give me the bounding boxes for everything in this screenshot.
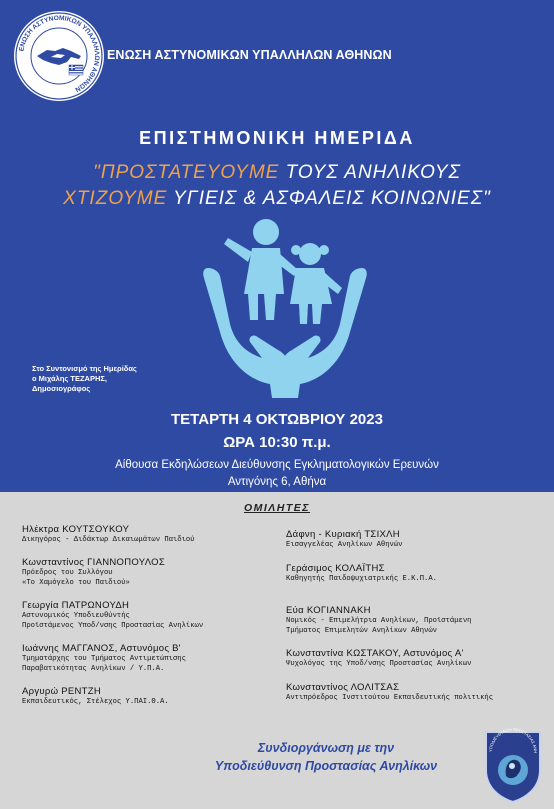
event-time: ΩΡΑ 10:30 π.μ. xyxy=(223,434,331,451)
hands-protecting-children-icon xyxy=(200,212,370,402)
speaker-name: Δάφνη - Κυριακή ΤΣΙΧΛΗ xyxy=(286,529,400,540)
police-unit-badge-icon xyxy=(482,726,544,804)
speaker-right-1 xyxy=(286,529,402,551)
speaker-left-3 xyxy=(22,600,203,631)
greek-flag-icon xyxy=(69,65,83,75)
badge-text: ΥΠΟΔΙΕΥΘΥΝΣΗ ΠΡΟΣΤΑΣΙΑΣ ΑΝΗ xyxy=(487,726,539,754)
speaker-role: Εισαγγελέας Ανηλίκων Αθηνών xyxy=(286,541,403,549)
title-highlight-2: ΧΤΙΖΟΥΜΕ xyxy=(63,188,168,209)
coordinator-line-2: ο Μιχάλης ΤΕΖΑΡΗΣ, xyxy=(32,374,107,383)
speaker-role-2: «Το Χαμόγελο του Παιδιού» xyxy=(22,578,130,587)
speaker-left-1 xyxy=(22,524,195,546)
union-name: ΕΝΩΣΗ ΑΣΤΥΝΟΜΙΚΩΝ ΥΠΑΛΛΗΛΩΝ ΑΘΗΝΩΝ xyxy=(107,48,392,62)
speaker-role: Δικηγόρος - Διδάκτωρ Δικαιωμάτων Παιδιού xyxy=(22,536,195,544)
speaker-role: Ψυχολόγος της Υποδ/νσης Προστασίας Ανηλίκων xyxy=(286,660,472,668)
speaker-role-2: Παραβατικότητας Ανηλίκων / Υ.Π.Α. xyxy=(22,664,165,673)
coordinator-note xyxy=(32,364,137,394)
speaker-name: Αργυρώ ΡΕΝΤΖΗ xyxy=(22,686,102,697)
logo-ring-text: ΕΝΩΣΗ ΑΣΤΥΝΟΜΙΚΩΝ ΥΠΑΛΛΗΛΩΝ ΑΘΗΝΩΝ xyxy=(18,14,101,93)
speaker-role: Αστυνομικός Υποδιευθύντής xyxy=(22,612,130,620)
speaker-role: Τμηματάρχης του Τμήματος Αντιμετώπισης xyxy=(22,655,186,663)
title-text-2: ΥΓΙΕΙΣ & ΑΣΦΑΛΕΙΣ ΚΟΙΝΩΝΙΕΣ" xyxy=(167,188,491,209)
union-logo xyxy=(13,10,105,102)
speaker-name: Γεωργία ΠΑΤΡΩΝΟΥΔΗ xyxy=(22,600,130,611)
event-title-line-1 xyxy=(0,162,554,184)
speaker-name: Κωνσταντίνος ΓΙΑΝΝΟΠΟΥΛΟΣ xyxy=(22,557,166,568)
venue-line-1: Αίθουσα Εκδηλώσεων Διεύθυνσης Εγκληματολογικών Ερευνών xyxy=(115,459,439,471)
title-highlight-1: "ΠΡΟΣΤΑΤΕΥΟΥΜΕ xyxy=(93,162,280,183)
coordinator-line-3: Δημοσιογράφος xyxy=(32,384,91,393)
speaker-right-5 xyxy=(286,682,493,704)
speaker-role: Καθηγητής Παιδοψυχιατρικής Ε.Κ.Π.Α. xyxy=(286,575,437,583)
event-venue xyxy=(0,457,554,491)
speaker-role: Πρόεδρος του Συλλόγου xyxy=(22,569,113,577)
speaker-name: Κωνσταντίνος ΛΟΛΙΤΣΑΣ xyxy=(286,682,400,693)
speaker-right-4 xyxy=(286,648,471,670)
speaker-left-4 xyxy=(22,643,186,674)
speaker-name: Ηλέκτρα ΚΟΥΤΣΟΥΚΟΥ xyxy=(22,524,130,535)
speaker-name: Γεράσιμος ΚΟΛΑΪΤΗΣ xyxy=(286,563,385,574)
organizer-line-1: Συνδιοργάνωση με την xyxy=(257,741,395,755)
title-text-1: ΤΟΥΣ ΑΝΗΛΙΚΟΥΣ xyxy=(279,162,461,183)
event-title-line-2 xyxy=(0,188,554,210)
speakers-heading: ΟΜΙΛΗΤΕΣ xyxy=(243,502,311,514)
organizer-line-2: Υποδιεύθυνση Προστασίας Ανηλίκων xyxy=(214,759,438,773)
event-date: ΤΕΤΑΡΤΗ 4 ΟΚΤΩΒΡΙΟΥ 2023 xyxy=(171,411,383,428)
speaker-name: Ιωάννης ΜΑΓΓΑΝΟΣ, Αστυνόμος Β' xyxy=(22,643,181,654)
speaker-right-2 xyxy=(286,563,437,585)
speaker-name: Εύα ΚΟΓΙΑΝΝΑΚΗ xyxy=(286,605,371,616)
coordinator-line-1: Στο Συντονισμό της Ημερίδας xyxy=(32,364,137,373)
speaker-left-2 xyxy=(22,557,165,588)
speaker-role-2: Τμήματος Επιμελητών Ανηλίκων Αθηνών xyxy=(286,626,437,635)
speaker-right-3 xyxy=(286,605,471,636)
speaker-role: Νομικός - Επιμελήτρια Ανηλίκων, Προϊστάμενη xyxy=(286,617,472,625)
speaker-left-5 xyxy=(22,686,169,708)
speaker-role-2: Προϊστάμενος Υποδ/νσης Προστασίας Ανηλίκων xyxy=(22,621,204,630)
venue-line-2: Αντιγόνης 6, Αθήνα xyxy=(227,476,327,488)
speaker-role: Αντιπρόεδρος Ινστιτούτου Εκπαιδευτικής πολιτικής xyxy=(286,694,494,702)
event-type-heading: ΕΠΙΣΤΗΜΟΝΙΚΗ ΗΜΕΡΙΔΑ xyxy=(139,128,415,148)
speaker-name: Κωνσταντίνα ΚΩΣΤΑΚΟΥ, Αστυνόμος Α' xyxy=(286,648,464,659)
speaker-role: Εκπαιδευτικός, Στέλεχος Υ.ΠΑΙ.Θ.Α. xyxy=(22,698,169,706)
